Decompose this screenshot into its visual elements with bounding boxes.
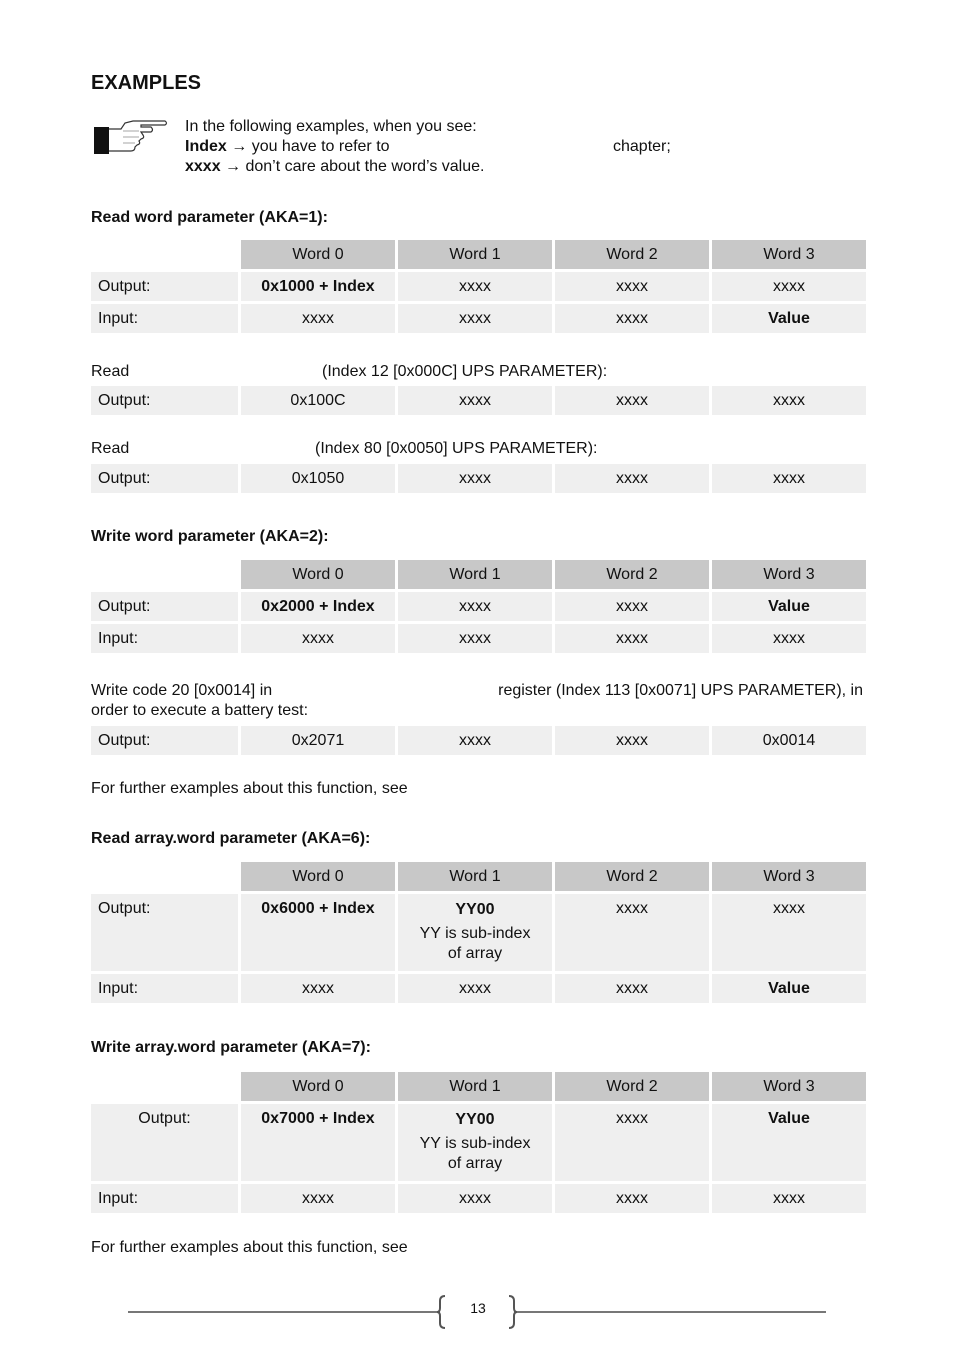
table-write-word [88,557,869,656]
cell-word-0: 0x6000 + Index [241,894,395,971]
cell-word-1: xxxx [398,1184,552,1213]
write-example-line-1-left: Write code 20 [0x0014] in [91,682,273,699]
cell-word-3: xxxx [712,272,866,301]
cell-word-2: xxxx [555,304,709,333]
table-row-input [91,974,866,1003]
cell-word-1-value: YY00 [455,1111,495,1128]
row-label: Output: [91,592,238,621]
cell-word-2: xxxx [555,464,709,493]
right-brace-icon [507,1295,517,1329]
header-word-1: Word 1 [398,1072,552,1101]
cell-word-0: 0x7000 + Index [241,1104,395,1181]
cell-word-3: Value [712,974,866,1003]
header-word-1: Word 1 [398,560,552,589]
cell-word-1-value: YY00 [455,901,495,918]
cell-word-3: Value [712,304,866,333]
cell-word-1: xxxx [398,272,552,301]
cell-word-1: xxxx [398,726,552,755]
cell-word-1-note-2: of array [447,945,503,962]
row-label: Input: [91,974,238,1003]
cell-word-3: Value [712,1104,866,1181]
read-example-2-lead: Read [91,440,130,457]
further-examples-note-2: For further examples about this function, see [91,1239,408,1256]
cell-word-3: xxxx [712,1184,866,1213]
header-blank [91,560,238,589]
cell-word-1-note-1: YY is sub-index [419,925,531,942]
cell-word-2: xxxx [555,1184,709,1213]
note-line-2 [185,137,390,157]
cell-word-1 [398,1104,552,1181]
row-label: Output: [91,726,238,755]
read-example-1-desc: (Index 12 [0x000C] UPS PARAMETER): [322,363,608,380]
note-index-term: Index [185,138,227,155]
cell-word-1 [398,894,552,971]
table-row-output [91,464,866,493]
cell-word-0: xxxx [241,304,395,333]
further-examples-note-1: For further examples about this function, see [91,780,408,797]
header-word-0: Word 0 [241,560,395,589]
page-number: 13 [470,1300,486,1316]
note-line-3 [185,157,484,177]
header-blank [91,240,238,269]
header-word-3: Word 3 [712,1072,866,1101]
row-label: Output: [91,894,238,971]
cell-word-0: 0x1050 [241,464,395,493]
note-xxxx-term: xxxx [185,158,221,175]
header-word-2: Word 2 [555,240,709,269]
header-word-2: Word 2 [555,862,709,891]
header-word-0: Word 0 [241,1072,395,1101]
header-blank [91,862,238,891]
row-label: Output: [91,1104,238,1181]
cell-word-2: xxxx [555,894,709,971]
cell-word-2: xxxx [555,624,709,653]
cell-word-2: xxxx [555,386,709,415]
footer-rule-left [128,1311,440,1313]
header-word-2: Word 2 [555,560,709,589]
row-label: Input: [91,1184,238,1213]
table-read-word [88,237,869,336]
cell-word-2: xxxx [555,1104,709,1181]
table-row-input [91,1184,866,1213]
cell-word-2: xxxx [555,974,709,1003]
write-example-line-1-right: register (Index 113 [0x0071] UPS PARAMETER), in [498,682,863,699]
row-label: Output: [91,464,238,493]
section-title-write-word: Write word parameter (AKA=2): [91,528,329,545]
note-line-1: In the following examples, when you see: [185,118,477,135]
cell-word-1: xxxx [398,304,552,333]
cell-word-2: xxxx [555,272,709,301]
cell-word-1: xxxx [398,464,552,493]
note-line-2-end: chapter; [613,138,671,155]
left-brace-icon [437,1295,447,1329]
table-row-output [91,726,866,755]
cell-word-0: xxxx [241,1184,395,1213]
page-heading: EXAMPLES [91,72,202,94]
header-word-2: Word 2 [555,1072,709,1101]
table-row-input [91,624,866,653]
table-read-array [88,859,869,1006]
table-row-input [91,304,866,333]
cell-word-3: xxxx [712,386,866,415]
cell-word-0: 0x2000 + Index [241,592,395,621]
footer-rule-right [516,1311,826,1313]
section-title-write-array: Write array.word parameter (AKA=7): [91,1039,371,1056]
table-row-output [91,386,866,415]
table-row-output [91,894,866,971]
header-blank [91,1072,238,1101]
cell-word-1-note-1: YY is sub-index [419,1135,531,1152]
row-label: Output: [91,272,238,301]
cell-word-1: xxxx [398,974,552,1003]
row-label: Output: [91,386,238,415]
cell-word-1: xxxx [398,592,552,621]
header-word-1: Word 1 [398,862,552,891]
cell-word-1: xxxx [398,386,552,415]
table-row-output [91,272,866,301]
write-example-line-2: order to execute a battery test: [91,702,309,719]
table-write-example [88,723,869,758]
row-label: Input: [91,624,238,653]
read-example-1-lead: Read [91,363,130,380]
row-label: Input: [91,304,238,333]
section-title-read-array: Read array.word parameter (AKA=6): [91,830,371,847]
header-word-0: Word 0 [241,862,395,891]
header-word-3: Word 3 [712,560,866,589]
cell-word-3: xxxx [712,464,866,493]
cell-word-3: xxxx [712,624,866,653]
cell-word-1: xxxx [398,624,552,653]
cell-word-0: 0x1000 + Index [241,272,395,301]
cell-word-1-note-2: of array [447,1155,503,1172]
header-word-0: Word 0 [241,240,395,269]
table-write-array [88,1069,869,1216]
note-index-desc: → you have to refer to [226,138,390,155]
cell-word-2: xxxx [555,726,709,755]
note-xxxx-desc: → don’t care about the word’s value. [220,158,485,175]
cell-word-3: Value [712,592,866,621]
cell-word-3: 0x0014 [712,726,866,755]
cell-word-0: 0x100C [241,386,395,415]
table-read-example-1 [88,383,869,418]
header-word-3: Word 3 [712,862,866,891]
cell-word-0: 0x2071 [241,726,395,755]
read-example-2-desc: (Index 80 [0x0050] UPS PARAMETER): [315,440,598,457]
table-read-example-2 [88,461,869,496]
cell-word-0: xxxx [241,624,395,653]
table-row-output [91,1104,866,1181]
cell-word-2: xxxx [555,592,709,621]
cell-word-0: xxxx [241,974,395,1003]
header-word-3: Word 3 [712,240,866,269]
cell-word-3: xxxx [712,894,866,971]
header-word-1: Word 1 [398,240,552,269]
section-title-read-word: Read word parameter (AKA=1): [91,209,328,226]
table-row-output [91,592,866,621]
pointing-hand-icon [93,117,169,157]
